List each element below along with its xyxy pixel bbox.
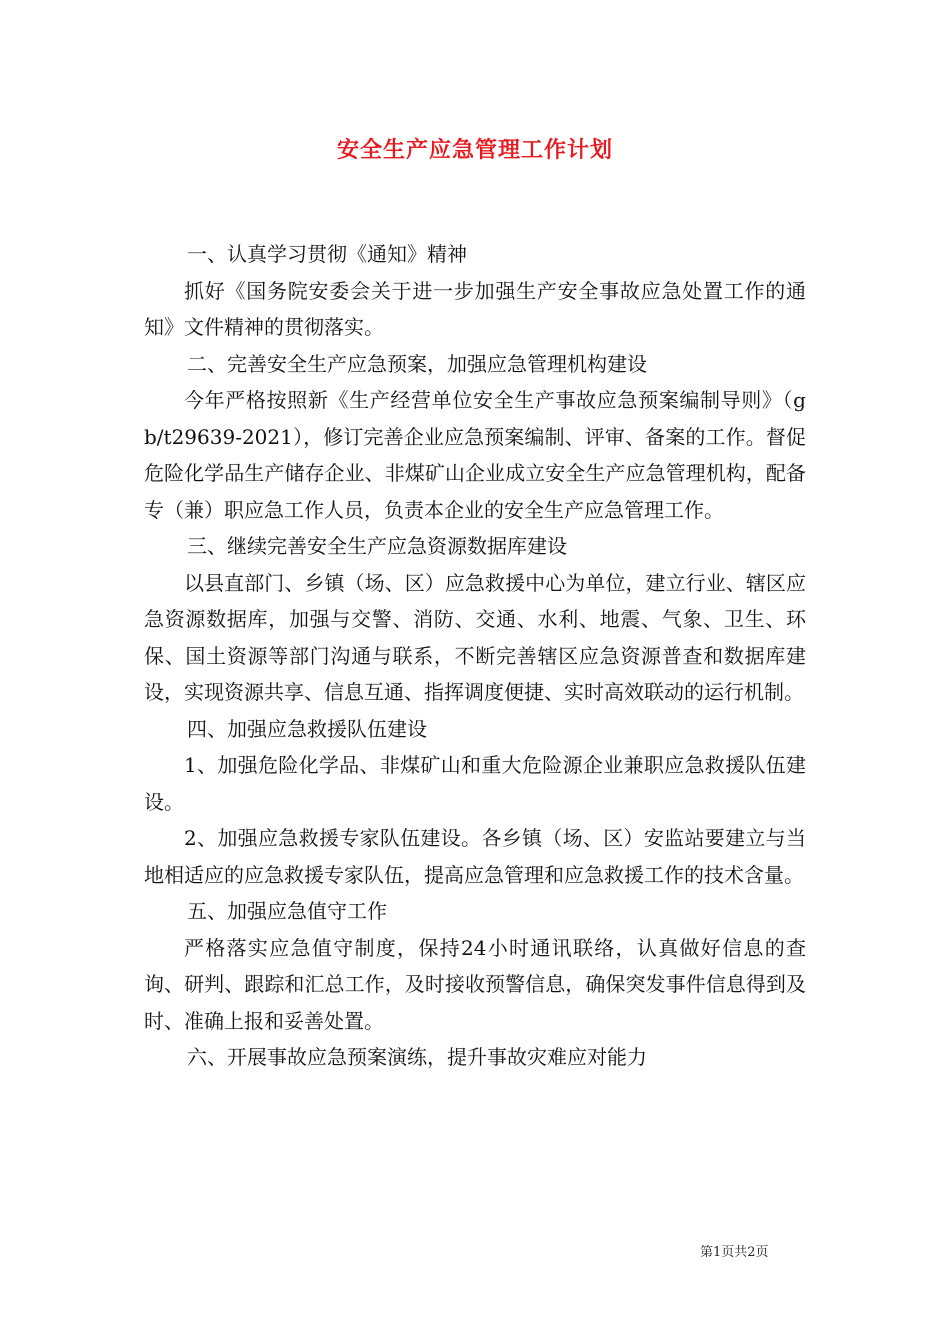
section-heading-1: 一、认真学习贯彻《通知》精神 <box>187 242 467 266</box>
paragraph-3: 以县直部门、乡镇（场、区）应急救援中心为单位，建立行业、辖区应急资源数据库，加强与交警、消防、交通、水利、地震、气象、卫生、环保、国土资源等部门沟通与联系，不断完善辖区应急资源普查和数据库建设，实现资源共享、信息互通、指挥调度便捷、实时高效联动的运行机制。 <box>144 570 806 704</box>
section-heading-4: 四、加强应急救援队伍建设 <box>187 716 427 741</box>
paragraph-1: 抓好《国务院安委会关于进一步加强生产安全事故应急处置工作的通知》文件精神的贯彻落实。 <box>144 278 806 339</box>
section-heading-6: 六、开展事故应急预案演练，提升事故灾难应对能力 <box>187 1045 647 1069</box>
paragraph-5: 严格落实应急值守制度，保持24小时通讯联络，认真做好信息的查询、研判、跟踪和汇总工作，及时接收预警信息，确保突发事件信息得到及时、准确上报和妥善处置。 <box>144 935 806 1033</box>
section-heading-5: 五、加强应急值守工作 <box>187 899 387 923</box>
page-number: 第1页共2页 <box>700 1245 769 1260</box>
paragraph-2: 今年严格按照新《生产经营单位安全生产事故应急预案编制导则》（gb/t29639-2021），修订完善企业应急预案编制、评审、备案的工作。督促危险化学品生产储存企业、非煤矿山企业成立安全生产应急管理机构，配备专（兼）职应急工作人员，负责本企业的安全生产应急管理工作。 <box>144 388 806 522</box>
paragraph-4-item-1: 1、加强危险化学品、非煤矿山和重大危险源企业兼职应急救援队伍建设。 <box>144 753 806 814</box>
section-heading-3: 三、继续完善安全生产应急资源数据库建设 <box>187 534 567 558</box>
document-body <box>144 236 806 1076</box>
paragraph-4-item-2: 2、加强应急救援专家队伍建设。各乡镇（场、区）安监站要建立与当地相适应的应急救援专家队伍，提高应急管理和应急救援工作的技术含量。 <box>144 826 806 887</box>
section-heading-2: 二、完善安全生产应急预案，加强应急管理机构建设 <box>187 351 647 376</box>
document-title: 安全生产应急管理工作计划 <box>336 137 613 163</box>
